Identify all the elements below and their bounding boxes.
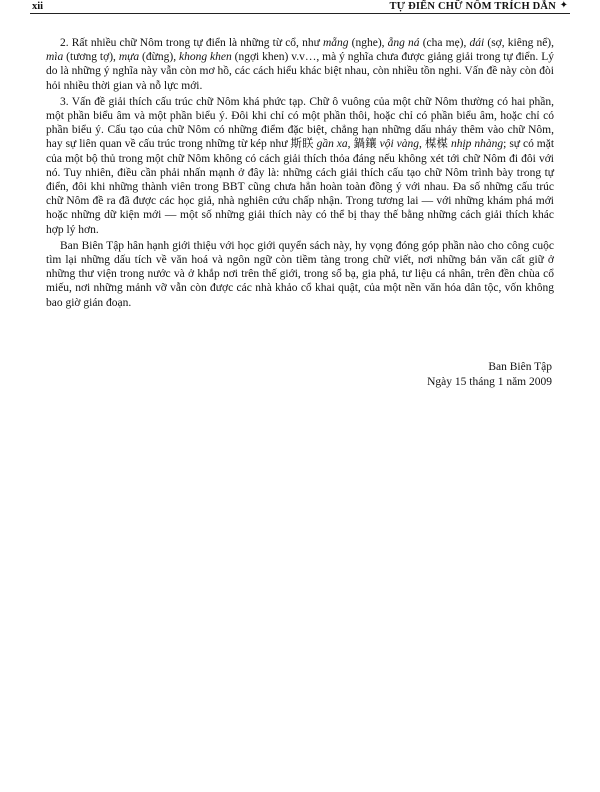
text-run: (đừng),: [139, 51, 179, 64]
italic-term: nhịp nhàng: [450, 138, 504, 151]
page-number: xii: [32, 1, 44, 12]
text-run: (nghe),: [348, 37, 388, 49]
signature-block: [427, 360, 552, 390]
italic-term: gần xa: [316, 138, 348, 151]
text-run: ; sự có mặt của một bộ thủ trong một chữ Nôm không có cách giải thích thỏa đáng nếu không xét tới chữ Nôm đi đôi với nó. Tuy nhiên, điều cần phải nhấn mạnh ở đây là: những cách giải thích cấu tạo chữ Nôm trình bày trong tự điển, đôi khi những thành viên trong BBT cũng chưa hẳn hoàn toàn đồng ý với nhau. Đa số những cấu trúc chữ Nôm đề ra đã được các học giả, nhà nghiên cứu chấp nhận. Trong tương lai — với những khám phá mới hoặc những dữ kiện mới — một số những giải thích này có thể bị thay thế bằng những cách giải thích khác hợp lý hơn.: [46, 138, 555, 236]
paragraph-introduction: [46, 239, 554, 310]
text-run: 3. Vấn đề giải thích cấu trúc chữ Nôm khá phức tạp. Chữ ô vuông của một chữ Nôm thường có hai phần, một phần biểu âm và một phần biểu ý. Đôi khi chỉ có một phần thôi, hoặc chỉ có phần biểu âm, hoặc chỉ có phần biểu ý. Cấu tạo của chữ Nôm có những điểm đặc biệt, chẳng hạn những dấu nháy thêm vào chữ Nôm, hay sự liên quan về cấu trúc trong những từ kép như: [46, 95, 554, 151]
ornament-icon: ✦: [559, 0, 568, 11]
body-text: [46, 36, 554, 312]
italic-term: ẵng ná: [387, 37, 420, 49]
text-run: , 鍋鑲: [347, 138, 380, 151]
text-run: (ngợi khen) v.v…, mà ý nghĩa chưa được giảng giải trong tự điển. Lý do là những ý nghĩa này vẫn còn mơ hồ, các cách hiểu khác biệt nhau, còn nhiều tồn nghi. Vấn đề này còn đòi hỏi nhiều thời gian và nỗ lực mới.: [46, 51, 554, 92]
text-run: 2. Rất nhiều chữ Nôm trong tự điển là những từ cổ, như: [60, 37, 323, 49]
italic-term: dái: [469, 37, 485, 49]
text-run: Ban Biên Tập hân hạnh giới thiệu với học giới quyển sách này, hy vọng đóng góp phần nào cho công cuộc tìm lại những dấu tích về văn hoá và ngôn ngữ còn tiềm tàng trong chữ viết, nơi những bản văn cất giữ ở những thư viện trong nước và ở khắp nơi trên thế giới, trong sổ bạ, gia phả, tư liệu cá nhân, trên đền chùa cổ miếu, nơi những mảnh vỡ vẫn còn được các nhà khảo cổ khai quật, của một nền văn hóa dân tộc, vốn không bao giờ gián đoạn.: [46, 239, 554, 309]
italic-term: mìa: [46, 51, 64, 64]
italic-term: khong khen: [179, 51, 232, 64]
italic-term: vội vàng: [379, 138, 419, 151]
text-run: 斯眹: [290, 138, 317, 151]
header-title: TỰ ĐIỂN CHỮ NÔM TRÍCH DẪN: [389, 1, 556, 12]
paragraph-3: [46, 95, 554, 237]
signature-name: Ban Biên Tập: [488, 361, 552, 373]
text-run: (sợ, kiêng nể),: [484, 37, 555, 49]
text-run: (tương tợ),: [63, 51, 119, 64]
paragraph-2: [46, 36, 554, 93]
italic-term: mựa: [118, 51, 140, 64]
italic-term: mẵng: [322, 37, 349, 49]
text-run: (cha mẹ),: [419, 37, 470, 49]
signature-date: Ngày 15 tháng 1 năm 2009: [427, 376, 552, 388]
running-header: [30, 0, 570, 14]
text-run: , 楳楳: [419, 138, 451, 151]
